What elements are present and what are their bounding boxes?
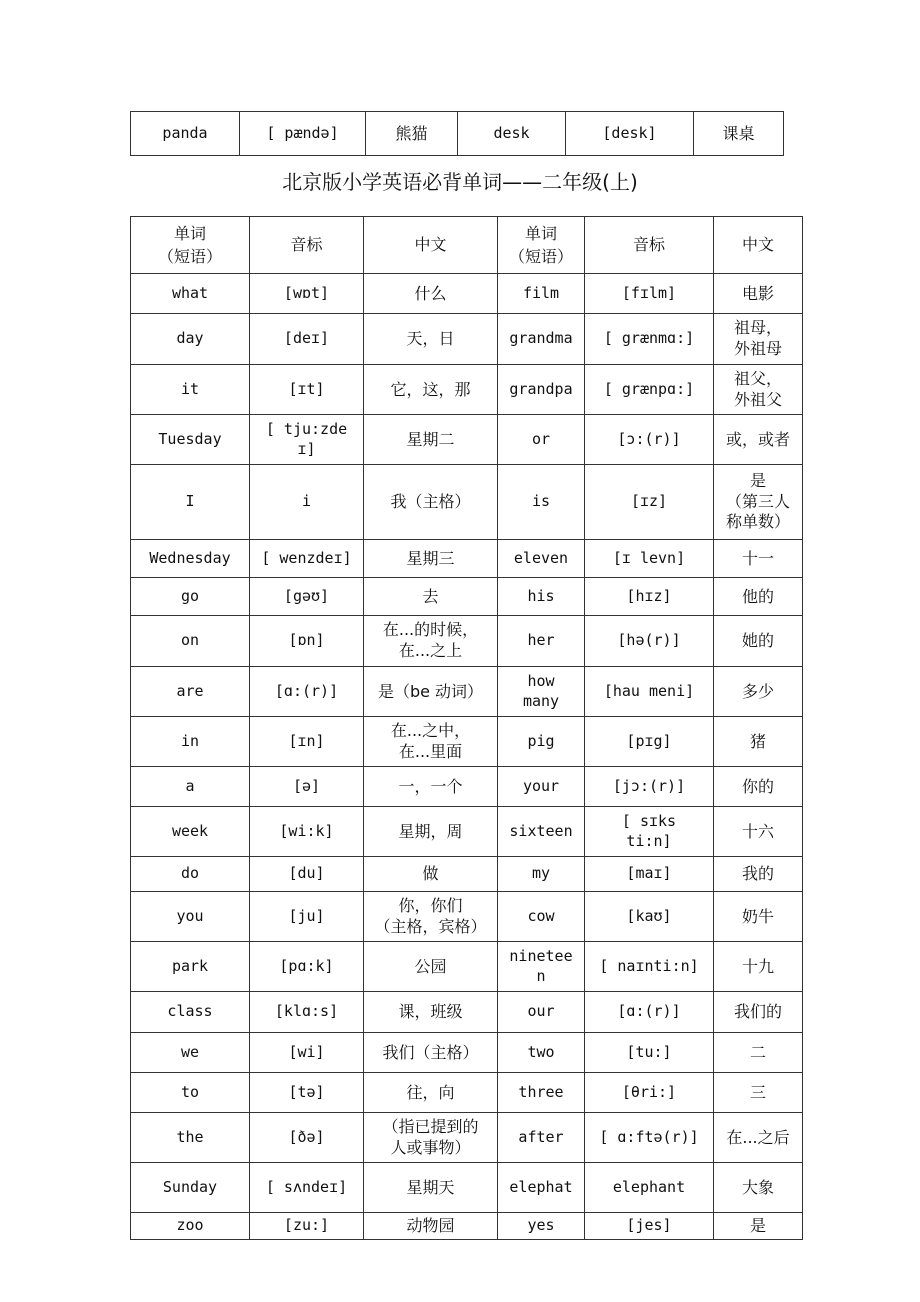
- phonetic-cell: [deɪ]: [250, 314, 364, 365]
- word-cell: eleven: [498, 540, 585, 578]
- word-cell: his: [498, 578, 585, 616]
- chinese-cell: 或，或者: [714, 415, 803, 465]
- phonetic-cell: [klɑ:s]: [250, 992, 364, 1033]
- chinese-cell: 在...之后: [714, 1113, 803, 1163]
- table-row: [131, 892, 803, 942]
- table-row: [131, 274, 803, 314]
- word-cell: her: [498, 616, 585, 667]
- chinese-cell: 它，这，那: [364, 365, 498, 415]
- table-row: [131, 578, 803, 616]
- chinese-cell: 祖父， 外祖父: [714, 365, 803, 415]
- table-row: [131, 807, 803, 857]
- table-row: [131, 314, 803, 365]
- table-row: [131, 767, 803, 807]
- chinese-cell: 星期二: [364, 415, 498, 465]
- chinese-cell: 动物园: [364, 1213, 498, 1240]
- word-cell: cow: [498, 892, 585, 942]
- chinese-cell: 你的: [714, 767, 803, 807]
- chinese-cell: 我们的: [714, 992, 803, 1033]
- chinese-cell: 星期，周: [364, 807, 498, 857]
- phonetic-cell: [ naɪnti:n]: [585, 942, 714, 992]
- phonetic-cell: [ə]: [250, 767, 364, 807]
- phonetic-cell: [hə(r)]: [585, 616, 714, 667]
- phonetic-cell: [ grænpɑ:]: [585, 365, 714, 415]
- chinese-cell: 二: [714, 1033, 803, 1073]
- chinese-cell: 什么: [364, 274, 498, 314]
- word-cell: you: [131, 892, 250, 942]
- chinese-cell: 一，一个: [364, 767, 498, 807]
- phonetic-cell: elephant: [585, 1163, 714, 1213]
- phonetic-cell: [ grænmɑ:]: [585, 314, 714, 365]
- word-cell: two: [498, 1033, 585, 1073]
- chinese-cell: 三: [714, 1073, 803, 1113]
- word-cell: the: [131, 1113, 250, 1163]
- word-cell: are: [131, 667, 250, 717]
- phonetic-cell: [pɑ:k]: [250, 942, 364, 992]
- word-cell: Wednesday: [131, 540, 250, 578]
- phonetic-cell: [ wenzdeɪ]: [250, 540, 364, 578]
- phonetic-cell: [wi:k]: [250, 807, 364, 857]
- word-cell: our: [498, 992, 585, 1033]
- chinese-cell: 你，你们 （主格，宾格）: [364, 892, 498, 942]
- phonetic-cell: [ɔ:(r)]: [585, 415, 714, 465]
- table-row: [131, 992, 803, 1033]
- phonetic-cell: [ɪt]: [250, 365, 364, 415]
- phonetic-cell: [ sʌndeɪ]: [250, 1163, 364, 1213]
- chinese-cell: 去: [364, 578, 498, 616]
- phonetic-cell: [gəʊ]: [250, 578, 364, 616]
- table-row: [131, 667, 803, 717]
- chinese-cell: 星期天: [364, 1163, 498, 1213]
- word-cell: I: [131, 465, 250, 540]
- phonetic-cell: [wi]: [250, 1033, 364, 1073]
- word-cell: we: [131, 1033, 250, 1073]
- word-cell: class: [131, 992, 250, 1033]
- word-cell: ninetee n: [498, 942, 585, 992]
- chinese-cell: 十六: [714, 807, 803, 857]
- phonetic-cell: i: [250, 465, 364, 540]
- phonetic-cell: [ju]: [250, 892, 364, 942]
- chinese-cell: 是 （第三人 称单数）: [714, 465, 803, 540]
- word-cell: week: [131, 807, 250, 857]
- word-cell: film: [498, 274, 585, 314]
- word-cell: or: [498, 415, 585, 465]
- phonetic-cell: [ɪz]: [585, 465, 714, 540]
- chinese-cell: 课，班级: [364, 992, 498, 1033]
- top-vocab-table: [130, 111, 784, 156]
- phonetic-cell: [ɪn]: [250, 717, 364, 767]
- chinese-cell: 是: [714, 1213, 803, 1240]
- table-row: [131, 415, 803, 465]
- chinese-cell: 我（主格）: [364, 465, 498, 540]
- phonetic-cell: [θri:]: [585, 1073, 714, 1113]
- table-row: [131, 857, 803, 892]
- phonetic-cell: [kaʊ]: [585, 892, 714, 942]
- chinese-cell: 往，向: [364, 1073, 498, 1113]
- word-cell: park: [131, 942, 250, 992]
- chinese-cell: 熊猫: [366, 112, 458, 156]
- word-cell: do: [131, 857, 250, 892]
- word-cell: panda: [131, 112, 240, 156]
- word-cell: how many: [498, 667, 585, 717]
- phonetic-cell: [ɒn]: [250, 616, 364, 667]
- chinese-cell: 我们（主格）: [364, 1033, 498, 1073]
- word-cell: zoo: [131, 1213, 250, 1240]
- word-cell: pig: [498, 717, 585, 767]
- table-row: [131, 540, 803, 578]
- phonetic-cell: [hɪz]: [585, 578, 714, 616]
- phonetic-cell: [ tju:zde ɪ]: [250, 415, 364, 465]
- table-row: [131, 616, 803, 667]
- column-header: 音标: [585, 217, 714, 274]
- page-title: 北京版小学英语必背单词——二年级(上): [282, 170, 638, 194]
- table-row: [131, 1163, 803, 1213]
- chinese-cell: 课桌: [694, 112, 784, 156]
- word-cell: to: [131, 1073, 250, 1113]
- phonetic-cell: [hau meni]: [585, 667, 714, 717]
- word-cell: desk: [458, 112, 566, 156]
- phonetic-cell: [du]: [250, 857, 364, 892]
- chinese-cell: 我的: [714, 857, 803, 892]
- table-header-row: [131, 217, 803, 274]
- word-cell: what: [131, 274, 250, 314]
- word-cell: it: [131, 365, 250, 415]
- column-header: 中文: [364, 217, 498, 274]
- phonetic-cell: [ pændə]: [240, 112, 366, 156]
- phonetic-cell: [ sɪks ti:n]: [585, 807, 714, 857]
- chinese-cell: 在...之中， 在...里面: [364, 717, 498, 767]
- phonetic-cell: [ðə]: [250, 1113, 364, 1163]
- phonetic-cell: [jɔ:(r)]: [585, 767, 714, 807]
- word-cell: grandma: [498, 314, 585, 365]
- phonetic-cell: [ɪ levn]: [585, 540, 714, 578]
- word-cell: a: [131, 767, 250, 807]
- phonetic-cell: [zu:]: [250, 1213, 364, 1240]
- vocab-table: [130, 216, 803, 1240]
- column-header: 单词 （短语）: [131, 217, 250, 274]
- chinese-cell: 在...的时候， 在...之上: [364, 616, 498, 667]
- chinese-cell: 他的: [714, 578, 803, 616]
- chinese-cell: 她的: [714, 616, 803, 667]
- phonetic-cell: [tə]: [250, 1073, 364, 1113]
- phonetic-cell: [maɪ]: [585, 857, 714, 892]
- phonetic-cell: [pɪg]: [585, 717, 714, 767]
- phonetic-cell: [desk]: [566, 112, 694, 156]
- chinese-cell: 十一: [714, 540, 803, 578]
- word-cell: Tuesday: [131, 415, 250, 465]
- phonetic-cell: [ɑ:(r)]: [585, 992, 714, 1033]
- chinese-cell: 电影: [714, 274, 803, 314]
- table-row: [131, 942, 803, 992]
- word-cell: in: [131, 717, 250, 767]
- chinese-cell: 十九: [714, 942, 803, 992]
- chinese-cell: （指已提到的 人或事物）: [364, 1113, 498, 1163]
- chinese-cell: 天，日: [364, 314, 498, 365]
- word-cell: elephat: [498, 1163, 585, 1213]
- column-header: 单词 （短语）: [498, 217, 585, 274]
- word-cell: after: [498, 1113, 585, 1163]
- chinese-cell: 做: [364, 857, 498, 892]
- word-cell: your: [498, 767, 585, 807]
- phonetic-cell: [fɪlm]: [585, 274, 714, 314]
- column-header: 中文: [714, 217, 803, 274]
- chinese-cell: 公园: [364, 942, 498, 992]
- table-row: [131, 1113, 803, 1163]
- word-cell: yes: [498, 1213, 585, 1240]
- phonetic-cell: [wɒt]: [250, 274, 364, 314]
- word-cell: is: [498, 465, 585, 540]
- chinese-cell: 是（be 动词）: [364, 667, 498, 717]
- table-row: [131, 112, 784, 156]
- word-cell: my: [498, 857, 585, 892]
- phonetic-cell: [ ɑ:ftə(r)]: [585, 1113, 714, 1163]
- word-cell: three: [498, 1073, 585, 1113]
- column-header: 音标: [250, 217, 364, 274]
- word-cell: sixteen: [498, 807, 585, 857]
- chinese-cell: 多少: [714, 667, 803, 717]
- chinese-cell: 星期三: [364, 540, 498, 578]
- word-cell: Sunday: [131, 1163, 250, 1213]
- word-cell: on: [131, 616, 250, 667]
- chinese-cell: 祖母， 外祖母: [714, 314, 803, 365]
- word-cell: day: [131, 314, 250, 365]
- table-row: [131, 1073, 803, 1113]
- table-row: [131, 365, 803, 415]
- table-row: [131, 465, 803, 540]
- word-cell: go: [131, 578, 250, 616]
- chinese-cell: 猪: [714, 717, 803, 767]
- table-row: [131, 717, 803, 767]
- table-row: [131, 1213, 803, 1240]
- phonetic-cell: [tu:]: [585, 1033, 714, 1073]
- chinese-cell: 大象: [714, 1163, 803, 1213]
- chinese-cell: 奶牛: [714, 892, 803, 942]
- word-cell: grandpa: [498, 365, 585, 415]
- phonetic-cell: [jes]: [585, 1213, 714, 1240]
- phonetic-cell: [ɑ:(r)]: [250, 667, 364, 717]
- table-row: [131, 1033, 803, 1073]
